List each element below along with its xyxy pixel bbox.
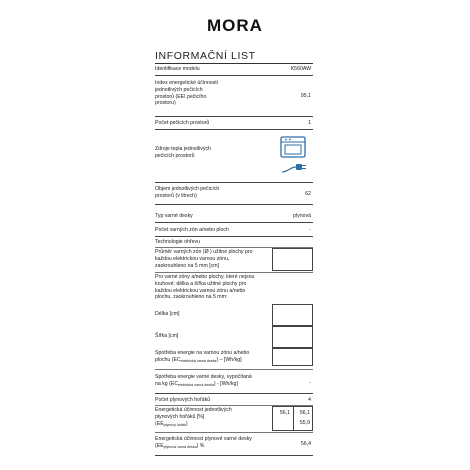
diam-label-1: Průměr varných zón (Ø ) užitné plochy pro [155,249,253,255]
eegb-value-1: 56,1 [279,410,290,416]
model-value: K560AW [290,66,311,72]
heat-label-2: pečicích prostorů [155,152,195,159]
nonround-label-4: plochu, zaokrouhleno na 5 mm: [155,294,228,301]
eegh-sub: plynová varná deska [163,444,197,449]
divider [155,455,313,456]
divider [155,432,313,433]
eegh-value: 56,4 [300,441,311,447]
eegb-label-3: (EE [155,420,164,427]
oven-icon [281,137,305,157]
eei-label-2: jednotlivých pečicích [155,86,203,93]
eegb-sub: plynový hořák [163,422,186,427]
diam-label-2: každou elektrickou varnou zónu, [155,255,230,262]
model-label: Identifikace modelu [155,66,200,72]
divider [155,222,313,223]
divider [155,393,313,394]
ec-zone-label-3: ) – [Wh/kg] [216,356,242,363]
zones-label: Počet varných zón a/nebo ploch [155,227,229,233]
hob-type-value: plynová [293,213,311,219]
mora-logo [195,16,275,34]
row-ec-hob [155,374,313,390]
eegb-label-1: Energetická účinnost jednotlivých [155,407,232,413]
ec-zone-label-1: Spotřeba energie na varnou zónu a/nebo [155,350,250,356]
eei-value: 95,1 [300,93,311,99]
divider [155,129,313,130]
volume-value: 62 [305,191,311,197]
ec-zone-sub: elektrická varná deska [180,358,217,363]
divider [155,204,313,205]
eegb-label-4: ) [185,420,188,427]
ec-zone-label-2: plochu (EC [155,356,181,363]
cavities-label: Počet pečicích prostorů [155,120,210,126]
diameter-value-box [272,248,313,271]
zones-value: - [309,227,311,233]
width-label: Šířka [cm] [155,333,179,339]
eei-label-1: Index energetické účinnosti [155,80,218,86]
eegh-label-3: ) % [196,442,205,449]
nonround-label-1: Pro varné zóny a/nebo plochy, které nejsou [155,274,255,280]
ec-hob-label-3: ) - [Wh/kg] [213,380,238,387]
divider [155,272,313,273]
eegb-label-2: plynových hořáků [%] [155,413,205,420]
divider [155,369,313,370]
length-value-box [272,304,313,326]
cavities-value: 1 [308,120,311,126]
ec-hob-label-1: Spotřeba energie varné desky, vypočítaná [155,374,252,380]
eegh-label-1: Energetická účinnost plynové varné desky [155,436,252,442]
ec-hob-label-2: na kg (EC [155,380,179,387]
eegb-value-2: 56,1 [299,410,310,416]
brand-logo [0,16,470,39]
value-divider [293,406,294,431]
electric-plug-icon [282,164,306,172]
heat-source-icons [278,134,308,180]
svg-text:MORA: MORA [207,16,263,34]
eegh-label-2: (EE [155,442,164,449]
divider [155,116,313,117]
burners-value: 4 [308,397,311,403]
nonround-label-3: každou elektrickou varnou zónu a/nebo [155,287,246,294]
tech-label: Technologie ohřevu [155,239,200,245]
row-volume [155,186,313,202]
nonround-label-2: kruhové: délka a šířka užitné plochy pro [155,280,247,287]
page-title: INFORMAČNÍ LIST [155,50,256,62]
divider [155,236,313,237]
eei-label-3: prostorů (EEI pečicího [155,93,207,100]
volume-label-1: Objem jednotlivých pečicích [155,186,220,192]
ec-hob-sub: elektrická varná deska [178,382,214,387]
ec-zone-value-box [272,348,313,366]
heat-label-1: Zdroje tepla jednotlivých [155,146,211,152]
row-nonround [155,274,313,302]
ec-hob-value: - [309,380,311,386]
row-gas-hob-efficiency [155,436,313,452]
eegb-value-3: 55,9 [299,420,310,426]
row-eei [155,80,313,108]
volume-label-2: prostorů (v litrech) [155,192,197,199]
diam-label-3: zaokrouhleno na 5 mm [cm] [155,262,220,269]
hob-type-label: Typ varné desky [155,213,193,219]
divider [155,182,313,183]
length-label: Délka [cm] [155,311,180,317]
eei-label-4: prostoru) [155,100,176,107]
width-value-box [272,326,313,348]
divider [155,75,313,76]
burners-label: Počet plynových hořáků [155,397,211,403]
title-divider [155,63,313,64]
